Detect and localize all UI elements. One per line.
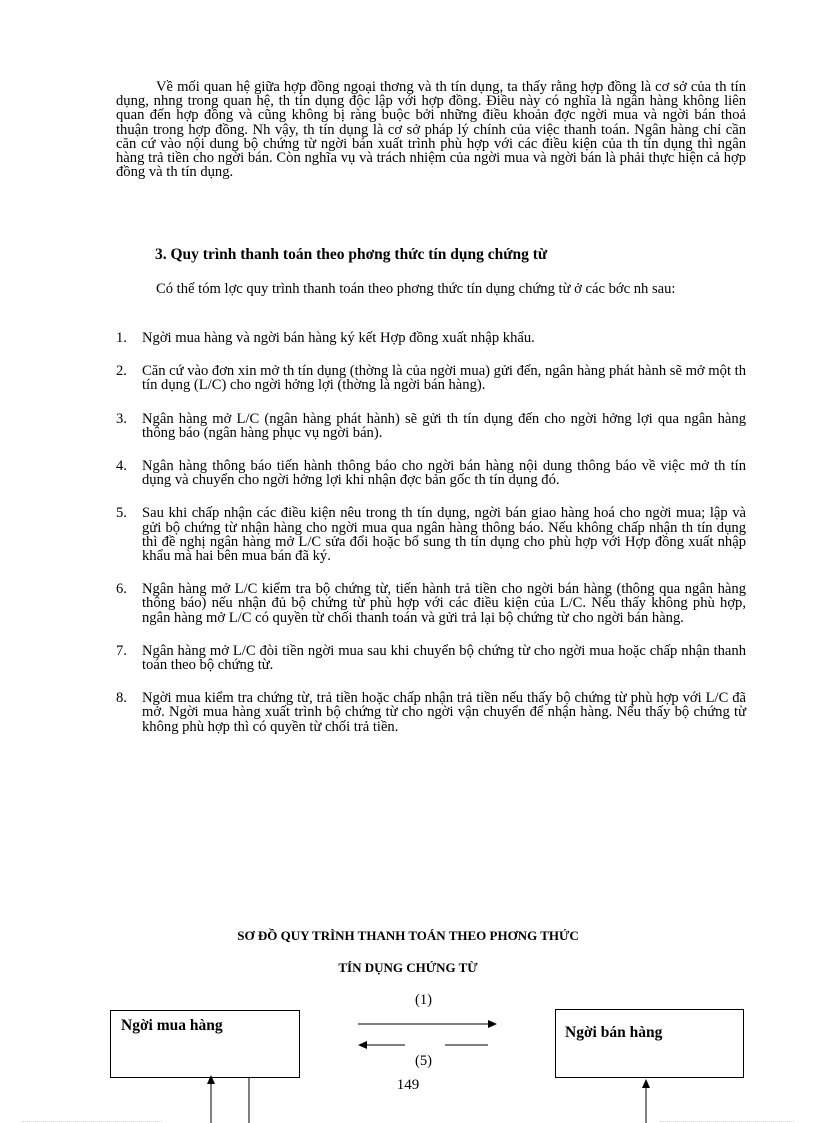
section-heading: 3. Quy trình thanh toán theo phơng thức tín dụng chứng từ [155,246,548,263]
step-text: Ngân hàng mở L/C (ngân hàng phát hành) sẽ gửi th tín dụng đến cho ngời hởng lợi qua ngân hàng thông báo (ngân hàng phục vụ ngời bán). [142,410,746,441]
step-text: Sau khi chấp nhận các điều kiện nêu trong th tín dụng, ngời bán giao hàng hoá cho ngời mua; lập và gửi bộ chứng từ nhận hàng cho ngời mua qua ngân hàng thông báo. Nếu không chấp nhận th tín dụng thì đề nghị ngân hàng mở L/C sửa đổi hoặc bổ sung th tín dụng cho phù hợp với Hợp đồng xuất nhập khẩu mà hai bên mua bán đã ký. [142,505,746,565]
step-number: 7. [116,642,127,659]
arrow-label-1: (1) [415,992,433,1008]
step-text: Ngời mua hàng và ngời bán hàng ký kết Hợp đồng xuất nhập khẩu. [142,330,535,346]
step-number: 6. [116,581,127,598]
summary-paragraph: Có thể tóm lợc quy trình thanh toán theo phơng thức tín dụng chứng từ ở các bớc nh sau: [156,281,676,297]
step-text: Ngân hàng mở L/C đòi tiền ngời mua sau khi chuyển bộ chứng từ cho ngời mua hoặc chấp nhận thanh toán theo bộ chứng từ. [142,642,746,674]
step-number: 4. [116,458,127,475]
page-number: 149 [396,1077,420,1093]
step-text: Ngời mua kiểm tra chứng từ, trả tiền hoặc chấp nhận trả tiền nếu thấy bộ chứng từ phù hợp với L/C đã mở. Ngời mua hàng xuất trình bộ chứng từ cho ngời vận chuyển để nhận hàng. Nếu thấy bộ chứng từ không phù hợp thì có quyền từ chối trả tiền. [142,690,746,735]
intro-paragraph: Về mối quan hệ giữa hợp đồng ngoại thơng và th tín dụng, ta thấy rằng hợp đồng là cơ sở của th tín dụng, nhng trong quan hệ, th tín dụng độc lập với hợp đồng. Điều này có nghĩa là ngân hàng không liên quan đến hợp đồng và cũng không bị ràng buộc bởi những điều khoản đợc ngời mua và ngời bán thoả thuận trong hợp đồng. Nh vậy, th tín dụng là cơ sở pháp lý chính của việc thanh toán. Ngân hàng chỉ cần căn cứ vào nội dung bộ chứng từ ngời bán xuất trình phù hợp với các điều kiện của th tín dụng thì ngân hàng trả tiền cho ngời bán. Còn nghĩa vụ và trách nhiệm của ngời mua và ngời bán là phải thực hiện cả hợp đồng và th tín dụng. [116,79,746,181]
step-text: Căn cứ vào đơn xin mở th tín dụng (thờng là của ngời mua) gửi đến, ngân hàng phát hành sẽ mở một th tín dụng (L/C) cho ngời hởng lợi (thờng là ngời bán hàng). [142,363,747,394]
arrow-label-5: (5) [415,1053,433,1069]
buyer-label: Ngời mua hàng [121,1017,223,1034]
step-number: 5. [116,505,127,522]
step-number: 3. [116,410,127,427]
step-number: 2. [116,363,127,380]
diagram-subtitle: TÍN DỤNG CHỨNG TỪ [338,960,478,975]
step-text: Ngân hàng thông báo tiến hành thông báo cho ngời bán hàng nội dung thông báo về việc mở th tín dụng và chuyển cho ngời hởng lợi khi nhận đợc bản gốc th tín dụng đó. [142,458,746,489]
arrow-right-head [488,1020,497,1028]
diagram-title: SƠ ĐỒ QUY TRÌNH THANH TOÁN THEO PHƠNG THỨC [237,928,579,943]
arrow-left-head [358,1041,367,1049]
step-number: 1. [116,330,127,346]
step-number: 8. [116,690,127,707]
step-text: Ngân hàng mở L/C kiểm tra bộ chứng từ, tiến hành trả tiền cho ngời bán hàng (thông qua ngân hàng thông báo) nếu nhận đủ bộ chứng từ phù hợp với các điều kiện của L/C. Nếu thấy không phù hợp, ngân hàng mở L/C có quyền từ chối thanh toán và gửi trả lại bộ chứng từ cho ngời bán hàng. [142,581,746,626]
footer-dotted-rule [660,1121,794,1122]
seller-label: Ngời bán hàng [565,1024,663,1041]
footer-dotted-rule [22,1121,162,1122]
